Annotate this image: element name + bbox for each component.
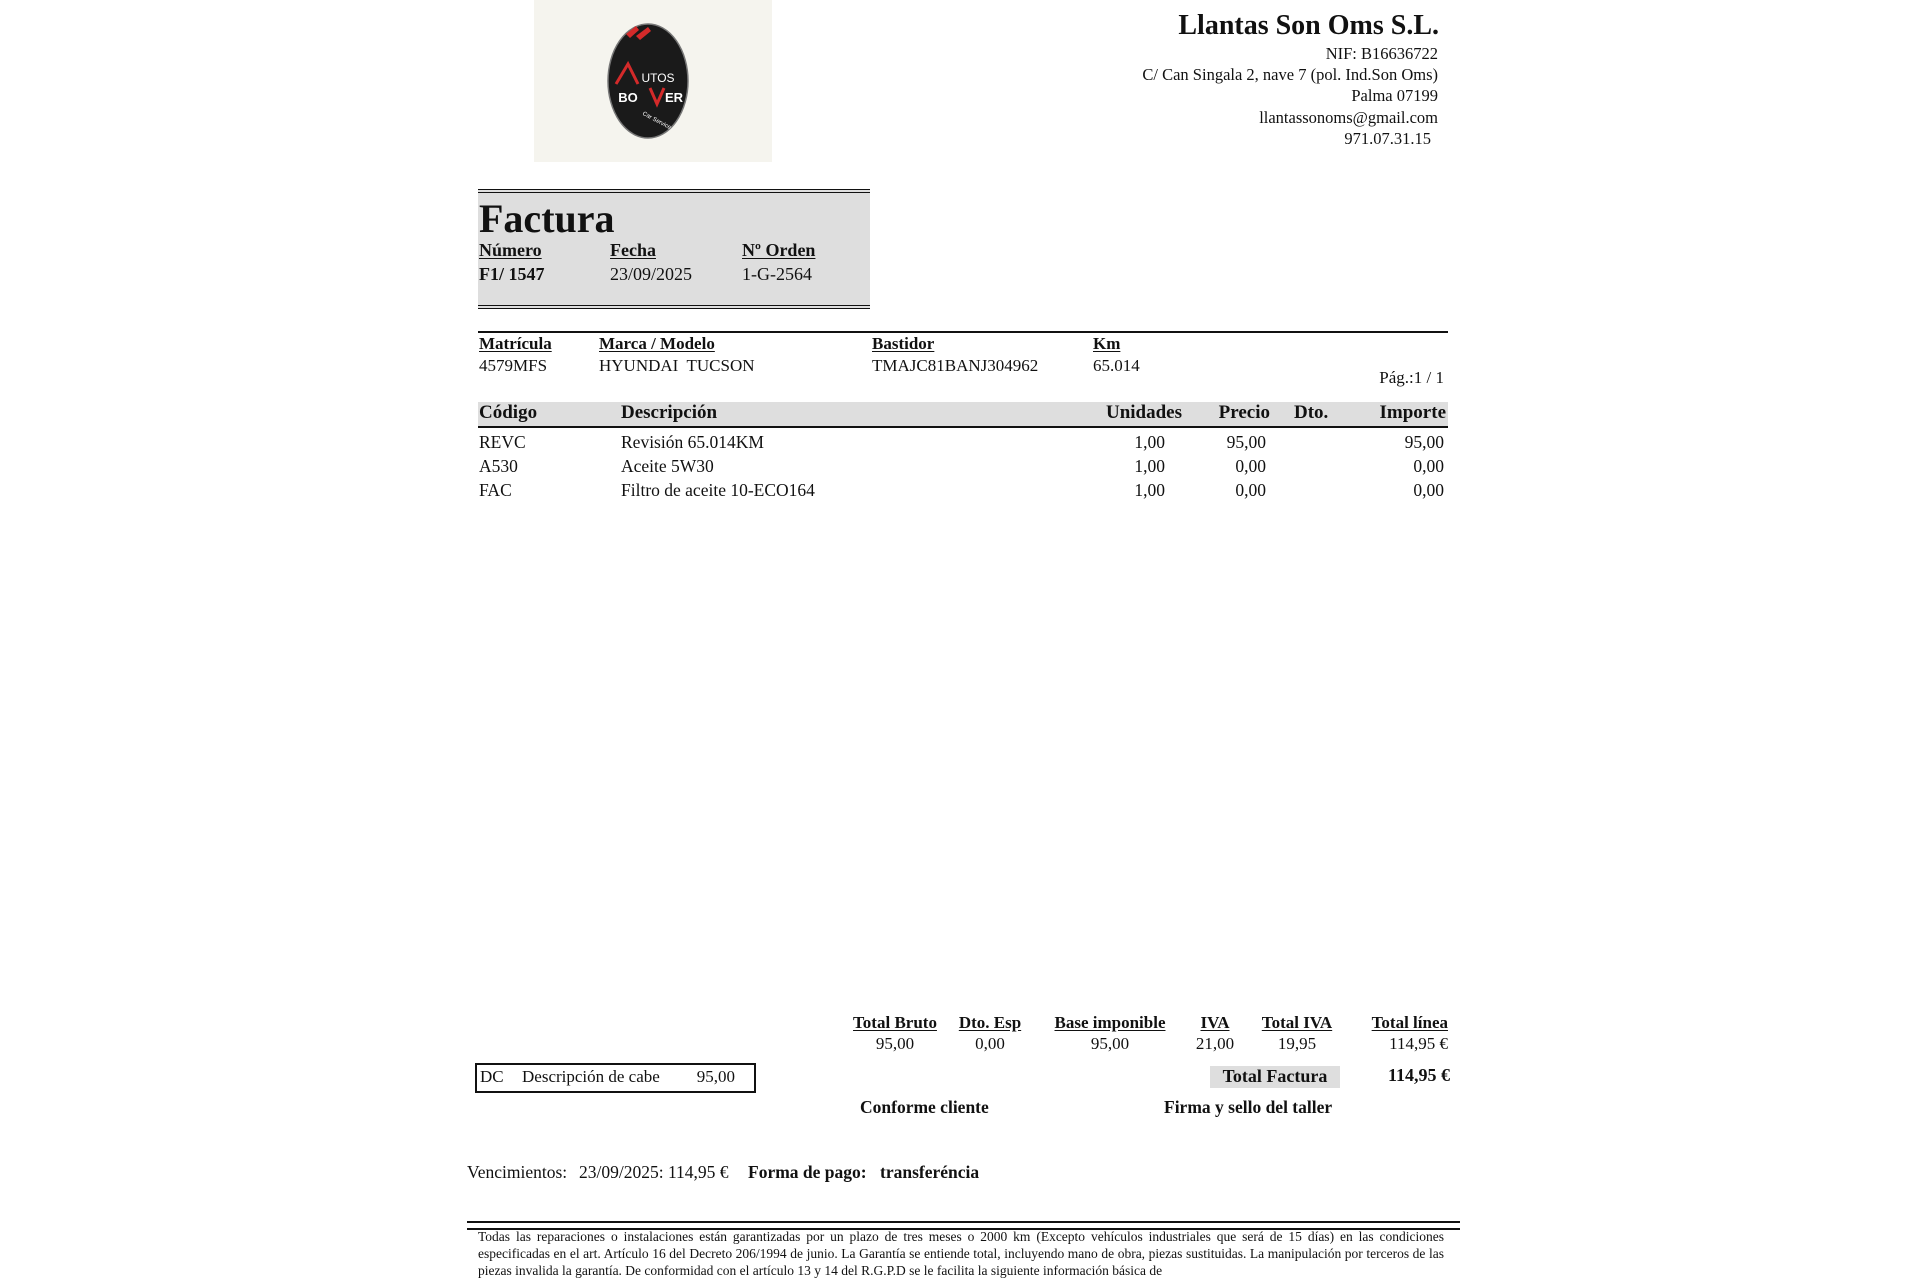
company-address: C/ Can Singala 2, nave 7 (pol. Ind.Son Oms) — [1142, 65, 1438, 84]
dc-code: DC — [480, 1067, 504, 1086]
row-descripcion: Filtro de aceite 10-ECO164 — [621, 480, 815, 500]
marca-value: HYUNDAI TUCSON — [599, 356, 755, 375]
row-precio: 0,00 — [1235, 456, 1266, 476]
col-descripcion: Descripción — [621, 402, 718, 423]
total-iva-value: 19,95 — [1277, 1034, 1317, 1053]
vencimientos-label: Vencimientos: — [467, 1162, 568, 1182]
bastidor-label: Bastidor — [872, 334, 935, 353]
dto-esp-label: Dto. Esp — [958, 1013, 1022, 1032]
logo-line1: UTOS — [641, 71, 675, 85]
row-importe: 0,00 — [1413, 456, 1444, 476]
logo-line2: BO — [618, 90, 638, 105]
company-phone: 971.07.31.15 — [1344, 129, 1431, 148]
dto-esp-value: 0,00 — [975, 1034, 1005, 1053]
terms-text: Todas las reparaciones o instalaciones están garantizadas por un plazo de tres meses o 2000 km (Excepto vehículos industriales que será de 15 días) en las condiciones especificadas en el art. Artículo 16 del Decreto 206/1994 de junio. La Garantía se entiende total, incluyendo mano de obra, piezas sustituidas. La manipulación por terceros de las piezas invalida la garantía. De conformidad con el artículo 13 y 14 del R.G.P.D se le facilita la siguiente información básica de — [478, 1229, 1444, 1278]
total-linea-value: 114,95 € — [1389, 1034, 1448, 1053]
autos-bover-logo — [606, 22, 690, 140]
orden-value: 1-G-2564 — [742, 264, 812, 284]
col-codigo: Código — [479, 402, 538, 423]
total-iva-label: Total IVA — [1261, 1013, 1333, 1032]
base-imponible-label: Base imponible — [1054, 1013, 1166, 1032]
orden-label: Nº Orden — [742, 240, 816, 260]
firma-taller: Firma y sello del taller — [1164, 1097, 1333, 1117]
row-unidades: 1,00 — [1134, 480, 1165, 500]
row-importe: 95,00 — [1404, 432, 1444, 452]
fecha-label: Fecha — [610, 240, 656, 260]
total-factura-value: 114,95 € — [1387, 1065, 1450, 1085]
row-precio: 95,00 — [1226, 432, 1266, 452]
matricula-label: Matrícula — [479, 334, 552, 353]
row-codigo: REVC — [479, 432, 526, 452]
forma-pago-value: transferéncia — [880, 1162, 980, 1182]
dc-amount: 95,00 — [696, 1067, 735, 1086]
col-dto: Dto. — [1294, 402, 1329, 423]
matricula-value: 4579MFS — [479, 356, 548, 375]
iva-label: IVA — [1200, 1013, 1230, 1032]
total-bruto-value: 95,00 — [875, 1034, 915, 1053]
col-unidades: Unidades — [1105, 402, 1182, 423]
company-name: Llantas Son Oms S.L. — [1178, 10, 1439, 41]
col-precio: Precio — [1218, 402, 1270, 423]
total-factura-label: Total Factura — [1222, 1066, 1328, 1086]
vehicle-top-rule — [478, 331, 1448, 333]
numero-label: Número — [479, 240, 542, 260]
km-label: Km — [1093, 334, 1121, 353]
total-linea-label: Total línea — [1371, 1013, 1448, 1032]
marca-label: Marca / Modelo — [599, 334, 715, 353]
row-codigo: FAC — [479, 480, 512, 500]
logo-tagline: Car Service — [641, 111, 672, 132]
dc-description: Descripción de cabe — [522, 1067, 660, 1086]
company-nif: NIF: B16636722 — [1325, 44, 1438, 63]
base-imponible-value: 95,00 — [1090, 1034, 1130, 1053]
row-unidades: 1,00 — [1134, 456, 1165, 476]
bastidor-value: TMAJC81BANJ304962 — [872, 356, 1039, 375]
company-city: Palma 07199 — [1351, 86, 1438, 105]
numero-value: F1/ 1547 — [479, 264, 545, 284]
row-descripcion: Aceite 5W30 — [621, 456, 714, 476]
iva-value: 21,00 — [1195, 1034, 1235, 1053]
conforme-cliente: Conforme cliente — [860, 1097, 989, 1117]
row-codigo: A530 — [479, 456, 518, 476]
total-bruto-label: Total Bruto — [853, 1013, 937, 1032]
page-indicator: Pág.:1 / 1 — [1379, 368, 1444, 387]
logo-line2b: ER — [664, 90, 684, 105]
vencimientos-value: 23/09/2025: 114,95 € — [579, 1162, 729, 1182]
invoice-title: Factura — [479, 196, 615, 241]
company-email: llantassonoms@gmail.com — [1259, 108, 1438, 127]
row-unidades: 1,00 — [1134, 432, 1165, 452]
dc-summary-box — [475, 1063, 756, 1093]
fecha-value: 23/09/2025 — [610, 264, 693, 284]
forma-pago-label: Forma de pago: — [748, 1162, 867, 1182]
row-precio: 0,00 — [1235, 480, 1266, 500]
row-importe: 0,00 — [1413, 480, 1444, 500]
row-descripcion: Revisión 65.014KM — [621, 432, 764, 452]
km-value: 65.014 — [1093, 356, 1140, 375]
col-importe: Importe — [1379, 402, 1446, 423]
